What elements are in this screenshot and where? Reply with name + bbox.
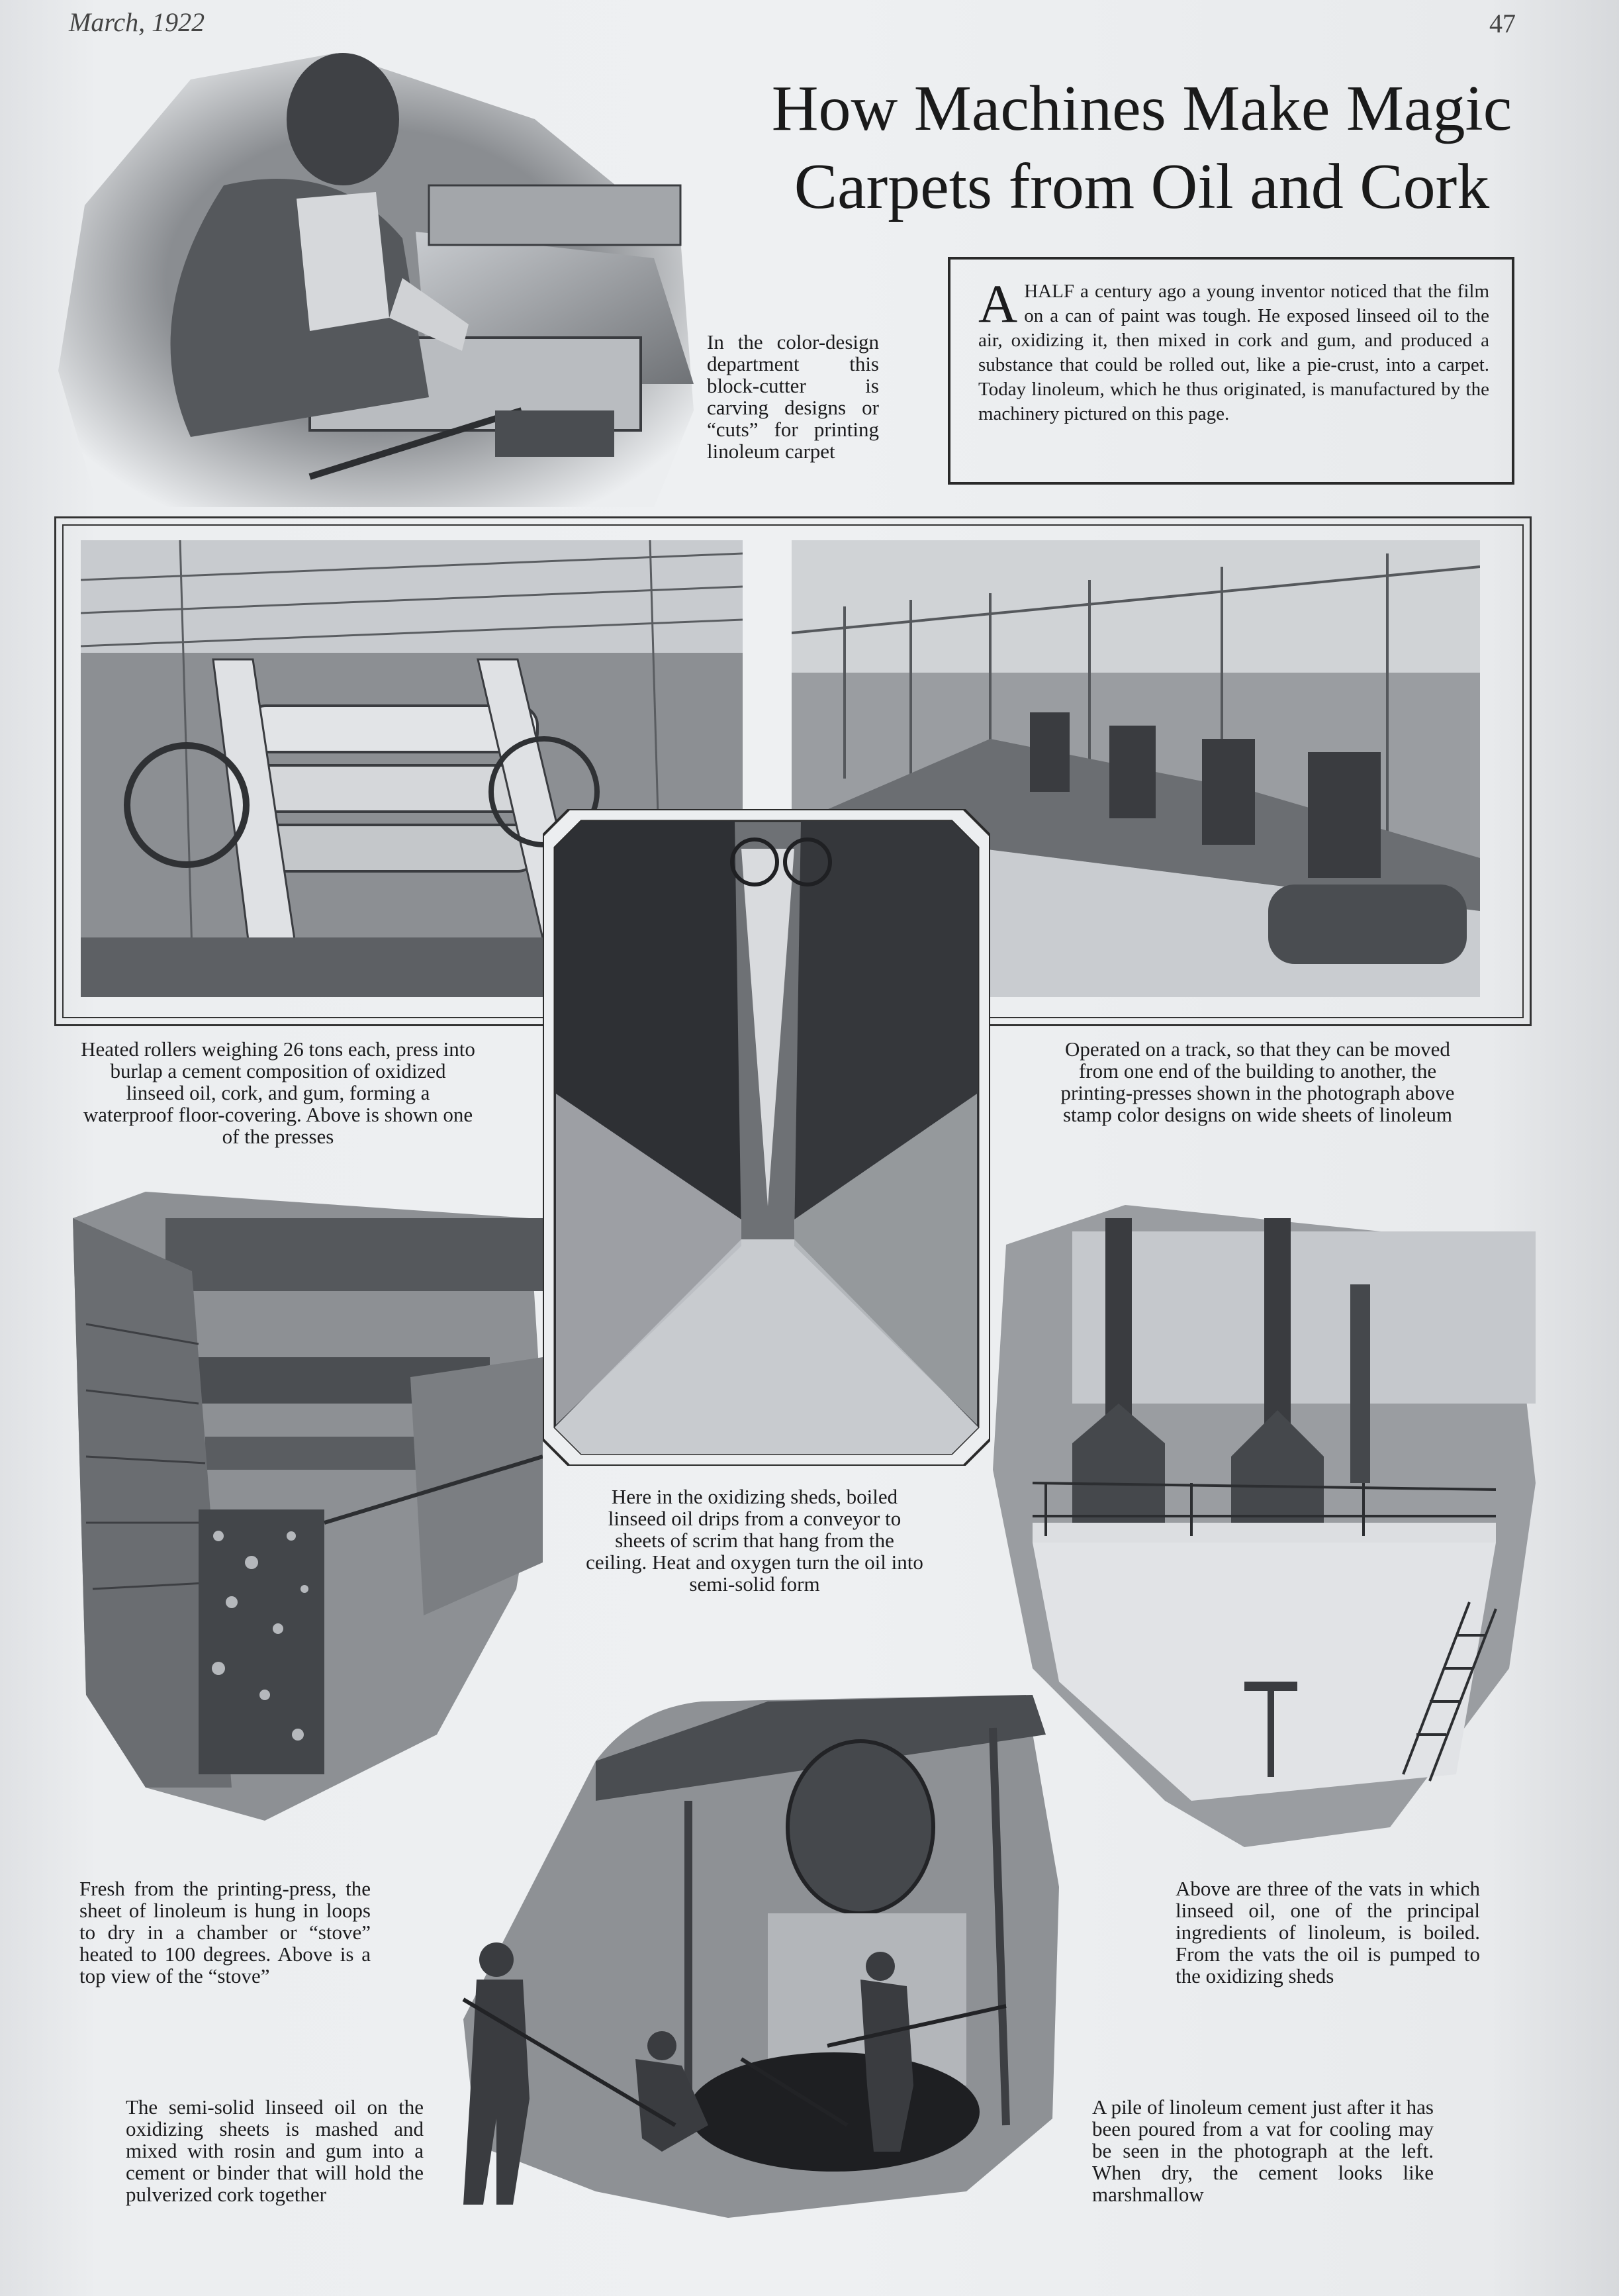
intro-box [948, 257, 1514, 485]
caption-mashing: The semi-solid linseed oil on the oxidizing sheets is mashed and mixed with rosin and gum into a cement or binder that will hold the pulverized cork together [126, 2095, 424, 2206]
drop-cap: A [978, 273, 1018, 334]
caption-printing-presses: Operated on a track, so that they can be moved from one end of the building to another, the printing-presses shown in the photograph above stamp color designs on wide sheets of linoleum [1060, 1037, 1455, 1126]
page-number: 47 [1489, 9, 1516, 38]
caption-block-cutter: In the color-design department this block-cutter is carving designs or “cuts” for printing linoleum carpet [707, 330, 879, 463]
caption-stove: Fresh from the printing-press, the sheet of linoleum is hung in loops to dry in a chamber or “stove” heated to 100 degrees. Above is a top view of the “stove” [79, 1877, 371, 1987]
intro-text: HALF a century ago a young inventor noticed that the film on a can of paint was tough. He exposed linseed oil to the air, oxidizing it, then mixed in cork and gum, and produced a substance that could be rolled out, like a pie-crust, into a carpet. Today linoleum, which he thus originated, is manufactured by the machinery pictured on this page. [978, 281, 1489, 424]
photo-oxidizing-sheds [543, 809, 990, 1466]
article-title [728, 70, 1555, 226]
title-line-2: Carpets from Oil and Cork [794, 151, 1490, 222]
caption-vats: Above are three of the vats in which linseed oil, one of the principal ingredients of linoleum, is boiled. From the vats the oil is pumped to the oxidizing sheds [1176, 1877, 1480, 1987]
running-head: March, 1922 [69, 7, 205, 37]
caption-rollers: Heated rollers weighing 26 tons each, press into burlap a cement composition of oxidized linseed oil, cork, and gum, forming a waterproof floor-covering. Above is shown one of the presses [81, 1037, 475, 1148]
title-line-1: How Machines Make Magic [771, 73, 1512, 144]
photo-cement-mixing [397, 1688, 1099, 2224]
caption-oxidizing-sheds: Here in the oxidizing sheds, boiled linseed oil drips from a conveyor to sheets of scrim that hang from the ceiling. Heat and oxygen turn the oil into semi-solid form [586, 1485, 923, 1596]
photo-block-cutter [58, 40, 694, 507]
caption-cement-pile: A pile of linoleum cement just after it has been poured from a vat for cooling may be seen in the photograph at the left. When dry, the cement looks like marshmallow [1092, 2095, 1434, 2206]
